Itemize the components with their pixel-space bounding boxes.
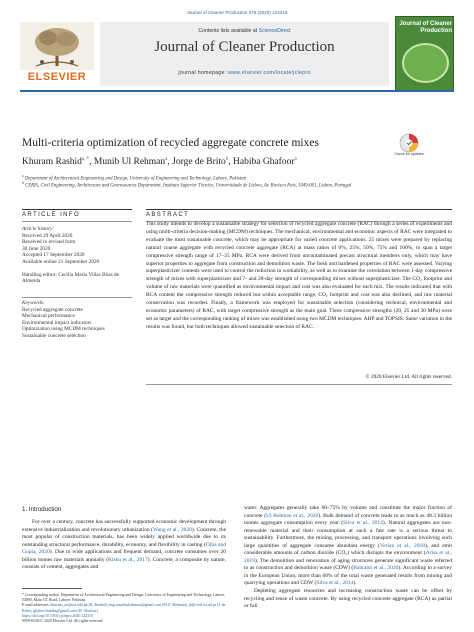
abstract-heading: ABSTRACT: [146, 212, 190, 218]
homepage-line: [100, 70, 389, 76]
keyword: Environmental impact indicators: [22, 319, 92, 326]
history-item: 30 June 2020: [22, 245, 51, 252]
abstract-rule: [146, 209, 452, 210]
footnote-rule: [22, 588, 82, 589]
sciencedirect-link[interactable]: ScienceDirect: [258, 28, 291, 34]
citation-link[interactable]: Arisa et al., 2019: [244, 550, 452, 564]
journal-homepage-link[interactable]: www.elsevier.com/locate/jclepro: [228, 70, 311, 76]
article-info-subrule: [22, 221, 132, 222]
abstract-text: This study intends to develop a sustainable strategy for selection of recycled aggregate concrete (RAC) through a series of experiments and using multi-criteria decision-making (MCDM) techniques. The mechanical, environmental and economic aspects of RAC were integrated to evaluate the most sustainable concrete, which may be appropriate for varied concrete applications. 25 mixes were prepared by replacing natural coarse aggregate with recycled concrete aggregate (RCA) at mass ratios of 0%, 25%, 50%, 75% and 100%, to span a target compressive strength range of 17–35 MPa. RCA were derived from uncontaminated precast structural members only, which may have superior properties to aggregate from construction and demolition waste. The fresh and hardened properties of RAC were assessed. Varying superplasticizer contents were used to control the reduction in workability, as well as to examine the correlation between 1-day compressive strength of mixes with superplasticizer and 7- and 28-day strength of corresponding mixes without superplasticizer. The CO₂ footprint and volume of raw materials were quantified as environmental impact and cost was also evaluated for each mix. The results indicated that with RCA content the compressive strength reduced but within acceptable range, CO₂ footprint and cost was also declined, and raw material conservation was recorded. Finally, a framework was employed for sustainable selection (considering technical, environmental and economic parameters) of RAC, with target compressive strength as the main goal. Three compressive strengths (20, 25 and 30 MPa) were set as target and the corresponding ranking of mixes was established using two MCDM techniques: AHP and TOPSIS. Same variation in the results was found, but both techniques allowed sustainable selection of RAC.: [146, 221, 452, 330]
article-title: Multi-criteria optimization of recycled aggregate concrete mixes: [22, 137, 319, 149]
keyword: Sustainable concrete selection: [22, 332, 86, 339]
intro-text: ). Natural aggregates are non-renewable material and their consumption at such a fast rate is a serious threat to sustainability. Furthermore, the mining, processing, and transport operations involving such large quantities of aggregate consume abundant energy (: [244, 520, 452, 549]
author-name[interactable]: Munib Ul Rehman: [93, 157, 166, 168]
intro-text: ). According to a survey in the European Union, more than 60% of the total waste generated results from mining and quarrying operations and CDW (: [244, 565, 452, 587]
citation-link[interactable]: Ojha and Gupta, 2020: [22, 541, 226, 556]
citation-link[interactable]: Verian et al., 2018: [379, 542, 425, 549]
author-affiliation-mark: a: [294, 157, 297, 162]
keyword: Optimization using MCDM techniques: [22, 326, 105, 333]
contents-prefix: Contents lists available at: [198, 28, 259, 34]
email-links[interactable]: khuram_ae@uet.edu.pk (K. Rashid), engr.munibulrehman@gmail.com (M.U. Rehman), jb@civil.ist.utl.pt (J. de Brito), ghafoor.habiba@gmail.com (H. Ghafoor).: [22, 603, 226, 613]
history-item: Received in revised form: [22, 239, 76, 246]
intro-text: ). Concrete, the most popular of construction materials, has been widely applied worldwide due to its outstanding structural performance, durability, economy, and flexibility in casting (: [22, 526, 227, 548]
introduction-left-column: [22, 519, 226, 572]
author-list: Khuram Rashid$^{a, *}$, Munib Ul Rehman$^a$, Jorge de Brito$^b$, Habiba Ghafoor$^a$: [22, 157, 297, 168]
author-name[interactable]: Jorge de Brito: [172, 157, 226, 168]
author-affiliation-mark: b: [225, 157, 229, 162]
intro-text: For over a century, concrete has successfully supported economic development through extensive industrialization and revolutionary urbanization (: [22, 519, 226, 533]
citation-link[interactable]: Wang et al., 2020: [152, 526, 192, 533]
affiliation-mark: a: [22, 174, 24, 178]
crossmark-icon: [397, 133, 421, 153]
intro-text: ).: [353, 580, 357, 587]
header-divider: [20, 90, 454, 92]
introduction-right-column: [244, 505, 452, 611]
abstract-end-rule: [146, 384, 452, 385]
footnotes: [22, 593, 226, 624]
keywords-block: [22, 300, 132, 340]
cover-art: [402, 43, 449, 83]
article-info-rule: [22, 209, 132, 210]
elsevier-logo[interactable]: [20, 22, 94, 86]
elsevier-tree-icon: [20, 22, 94, 70]
intro-text: ), and emit considerable amounts of carbon dioxide (CO₂) which disrupts the environment (: [244, 542, 452, 557]
introduction-heading: 1. Introduction: [22, 506, 62, 513]
history-label: Article history:: [22, 226, 55, 232]
intro-text: ). The demolition and renovation of aging structures generate significant waste referred to as construction and demolition waste (CDW) (: [244, 557, 452, 572]
author-name[interactable]: Khuram Rashid: [22, 157, 82, 168]
intro-text: ). Bulk demand of concrete leads to as much as 48.3 billion tonnes aggregate consumption every year (: [244, 512, 452, 527]
keyword: Mechanical performance: [22, 313, 75, 320]
intro-text: water. Aggregates generally take 60–75% by volume and constitute the major fraction of concrete (: [244, 505, 452, 519]
history-item: Received 29 April 2020: [22, 232, 73, 239]
email-label: E-mail addresses:: [22, 603, 51, 608]
doi-link[interactable]: https://doi.org/10.1016/j.jclepro.2020.124316: [22, 613, 93, 618]
keyword: Recycled aggregate concrete: [22, 306, 83, 313]
email-note: [22, 603, 226, 613]
citation-link[interactable]: Kisku et al., 2017: [108, 556, 148, 563]
affiliation-b: [22, 180, 352, 190]
journal-header: [20, 22, 454, 86]
article-history: [22, 226, 132, 285]
homepage-prefix: journal homepage:: [178, 70, 229, 76]
abstract-copyright: © 2020 Elsevier Ltd. All rights reserved.: [365, 374, 452, 380]
affiliation-text: Department of Architectural Engineering and Design, University of Engineering and Technology, Lahore, Pakistan: [24, 176, 247, 182]
author-affiliation-mark: a: [165, 157, 168, 162]
keywords-label: Keywords:: [22, 300, 45, 306]
citation-link[interactable]: Bahraini et al., 2020: [353, 565, 399, 572]
affiliation-mark: b: [22, 181, 24, 185]
journal-cover-thumbnail[interactable]: [395, 16, 454, 92]
crossmark-label: Check for updates: [394, 152, 424, 156]
corresponding-author-note: * Corresponding author. Department of Architectural Engineering and Design, University of Engineering and Technology, Lahore, 54890, Main GT Road, Lahore, Pakistan.: [22, 593, 226, 603]
cover-title: Journal of Cleaner Production: [399, 21, 452, 34]
citation-link[interactable]: Silva et al., 2014: [316, 580, 354, 587]
author-affiliation-mark: a, *: [81, 157, 90, 162]
history-item: Available online 21 September 2020: [22, 258, 100, 265]
intro-text: ). Due to wide applications and frequent demand, concrete consumes over 20 billion tonnes raw materials annually (: [22, 549, 226, 563]
history-item: Accepted 17 September 2020: [22, 252, 85, 259]
affiliation-text: CERIS, Civil Engineering, Architecture and Georesources Department, Instituto Superior Técnico, Universidade de Lisboa, Av. Rovisco Pais, 1049-001, Lisbon, Portugal: [25, 183, 352, 189]
keywords-rule: [22, 297, 132, 298]
issn-line: 0959-6526/© 2020 Elsevier Ltd. All rights reserved.: [22, 619, 104, 624]
author-name[interactable]: Habiba Ghafoor: [233, 157, 295, 168]
elsevier-wordmark: ELSEVIER: [27, 71, 87, 83]
contents-line: [100, 28, 389, 34]
journal-citation[interactable]: Journal of Cleaner Production 276 (2020) 124316: [186, 10, 288, 15]
citation-link[interactable]: Ul Rehman et al., 2020: [266, 512, 319, 519]
journal-title[interactable]: Journal of Cleaner Production: [154, 39, 335, 55]
citation-link[interactable]: Silva et al., 2014: [343, 520, 383, 527]
intro-paragraph-2: Depleting aggregate resources and increasing construction waste can be offset by recycling and reuse of waste concrete. By using recycled concrete aggregate (RCA) as partial or full: [244, 588, 452, 610]
handling-editor: Handling editor: Cecilia Maria Villas Bôas de Almeida: [22, 271, 119, 285]
article-info-heading: ARTICLE INFO: [22, 212, 81, 218]
intro-text: ). Concrete, a composite by nature, consists of cement, aggregates and: [22, 556, 226, 571]
